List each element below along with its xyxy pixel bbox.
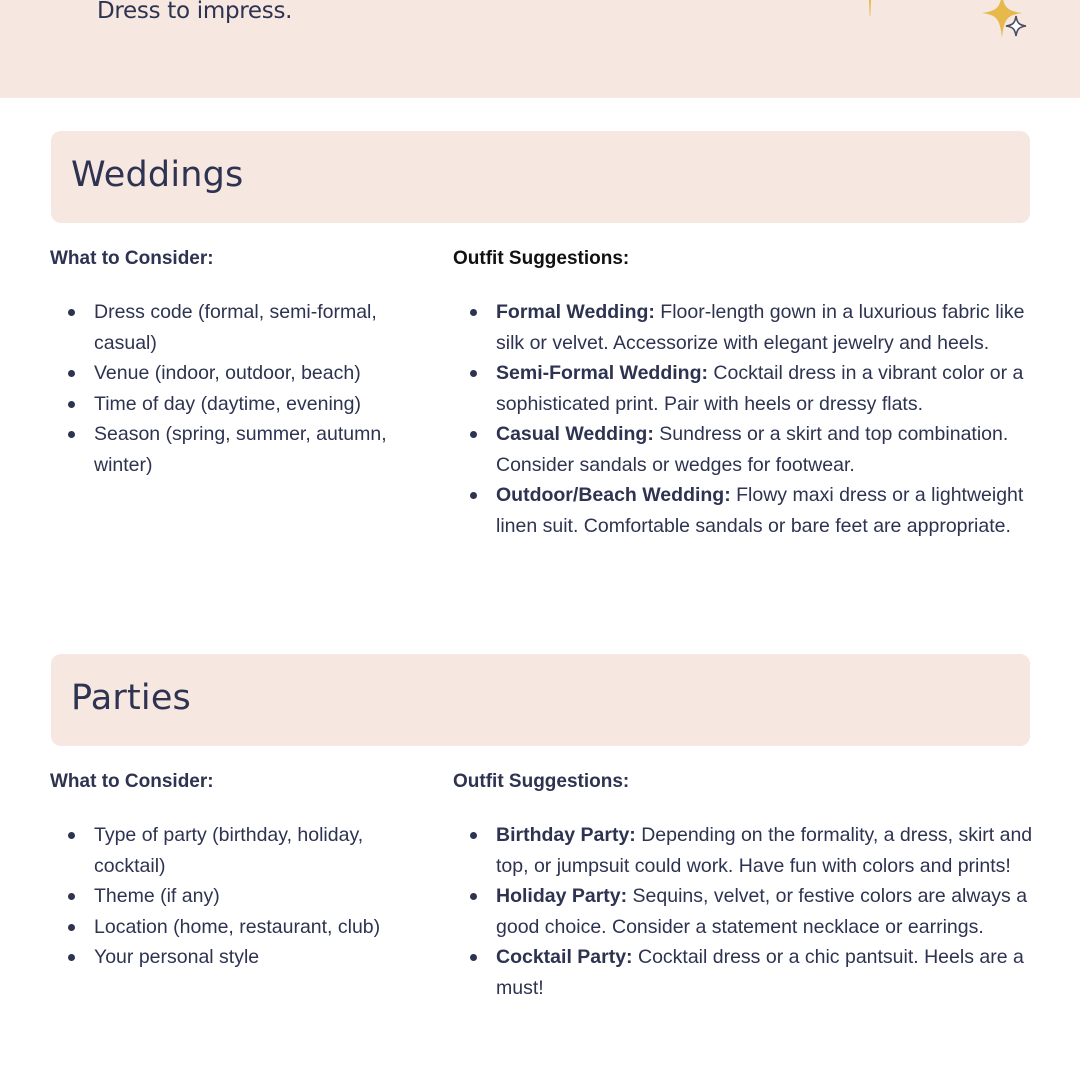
list-item: Your personal style — [51, 942, 436, 973]
list-item — [453, 881, 1045, 942]
outfit-heading: Outfit Suggestions: — [453, 771, 630, 792]
list-item: Dress code (formal, semi-formal, casual) — [51, 297, 436, 358]
list-item — [453, 480, 1045, 541]
consider-heading: What to Consider: — [50, 248, 214, 269]
list-item — [453, 419, 1045, 480]
outfit-list — [453, 820, 1045, 1003]
list-item — [453, 942, 1045, 1003]
outfit-text: Depending on the formality, a dress, skirt and top, or jumpsuit could work. Have fun with colors and prints! — [496, 824, 1033, 877]
outfit-text: Flowy maxi dress or a lightweight linen suit. Comfortable sandals or bare feet are appropriate. — [496, 484, 1024, 537]
outfit-list — [453, 297, 1045, 541]
list-item — [453, 297, 1045, 358]
consider-heading: What to Consider: — [50, 771, 214, 792]
sparkle-icon — [966, 0, 1038, 44]
list-item — [453, 820, 1045, 881]
consider-list — [51, 820, 436, 973]
header-subtitle: Dress to impress. — [97, 0, 293, 24]
list-item: Time of day (daytime, evening) — [51, 389, 436, 420]
section-header-parties — [51, 654, 1030, 746]
section-title: Weddings — [71, 155, 244, 195]
list-item: Venue (indoor, outdoor, beach) — [51, 358, 436, 389]
section-header-weddings — [51, 131, 1030, 223]
outfit-text: Sequins, velvet, or festive colors are always a good choice. Consider a statement necklace or earrings. — [496, 885, 1028, 938]
outfit-label: Semi-Formal Wedding: — [496, 362, 708, 384]
consider-list — [51, 297, 436, 480]
section-title: Parties — [71, 678, 191, 718]
outfit-text: Cocktail dress in a vibrant color or a sophisticated print. Pair with heels or dressy flats. — [496, 362, 1024, 415]
outfit-heading: Outfit Suggestions: — [453, 248, 630, 269]
outfit-label: Birthday Party: — [496, 824, 636, 846]
list-item: Season (spring, summer, autumn, winter) — [51, 419, 436, 480]
outfit-label: Outdoor/Beach Wedding: — [496, 484, 731, 506]
outfit-text: Sundress or a skirt and top combination. Consider sandals or wedges for footwear. — [496, 423, 1009, 476]
sparkle-icon — [860, 0, 880, 20]
header-banner — [0, 0, 1080, 98]
list-item: Type of party (birthday, holiday, cocktail) — [51, 820, 436, 881]
outfit-label: Cocktail Party: — [496, 946, 633, 968]
list-item: Location (home, restaurant, club) — [51, 912, 436, 943]
list-item — [453, 358, 1045, 419]
list-item: Theme (if any) — [51, 881, 436, 912]
outfit-label: Formal Wedding: — [496, 301, 655, 323]
outfit-text: Cocktail dress or a chic pantsuit. Heels are a must! — [496, 946, 1024, 999]
outfit-text: Floor-length gown in a luxurious fabric like silk or velvet. Accessorize with elegant jewelry and heels. — [496, 301, 1025, 354]
outfit-label: Casual Wedding: — [496, 423, 654, 445]
outfit-label: Holiday Party: — [496, 885, 628, 907]
